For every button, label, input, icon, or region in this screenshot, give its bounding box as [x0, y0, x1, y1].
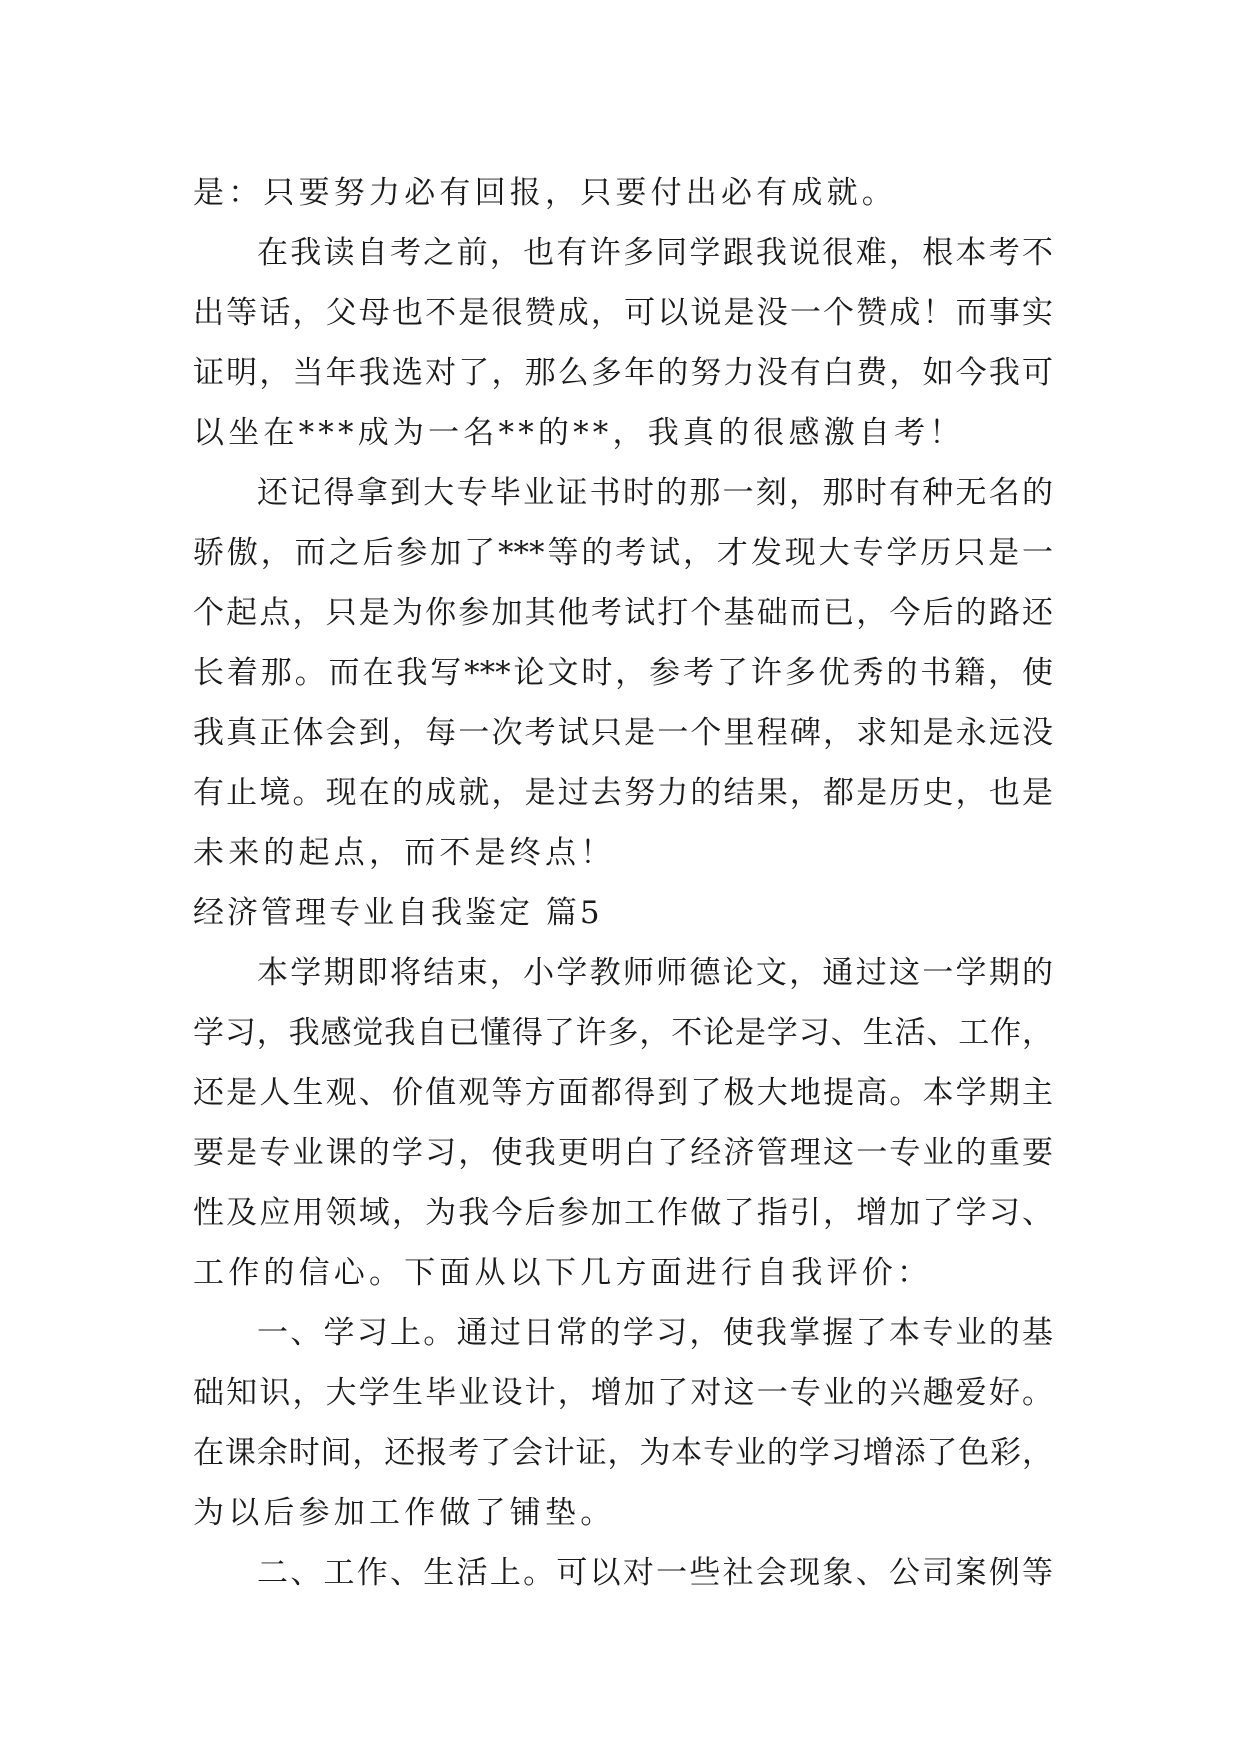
section-heading: 经济管理专业自我鉴定 篇5 — [193, 895, 603, 931]
paragraph-line: 有止境。现在的成就，是过去努力的结果，都是历史，也是 — [193, 775, 1053, 811]
paragraph-line: 在我读自考之前，也有许多同学跟我说很难，根本考不 — [257, 235, 1053, 271]
paragraph-line: 在课余时间，还报考了会计证，为本专业的学习增添了色彩， — [193, 1435, 1053, 1471]
paragraph-line: 要是专业课的学习，使我更明白了经济管理这一专业的重要 — [193, 1135, 1053, 1171]
paragraph-line: 还记得拿到大专毕业证书时的那一刻，那时有种无名的 — [257, 475, 1053, 511]
paragraph-line: 是：只要努力必有回报，只要付出必有成就。 — [193, 175, 897, 211]
paragraph-line: 证明，当年我选对了，那么多年的努力没有白费，如今我可 — [193, 355, 1053, 391]
paragraph-line: 以坐在***成为一名**的**，我真的很感激自考！ — [193, 415, 965, 451]
paragraph-line: 本学期即将结束，小学教师师德论文，通过这一学期的 — [257, 955, 1053, 991]
paragraph-line: 个起点，只是为你参加其他考试打个基础而已，今后的路还 — [193, 595, 1053, 631]
paragraph-line: 一、学习上。通过日常的学习，使我掌握了本专业的基 — [257, 1315, 1053, 1351]
paragraph-line: 长着那。而在我写***论文时，参考了许多优秀的书籍，使 — [193, 655, 1053, 691]
paragraph-line: 学习，我感觉我自已懂得了许多，不论是学习、生活、工作， — [193, 1015, 1053, 1051]
paragraph-line: 骄傲，而之后参加了***等的考试，才发现大专学历只是一 — [193, 535, 1053, 571]
paragraph-line: 还是人生观、价值观等方面都得到了极大地提高。本学期主 — [193, 1075, 1053, 1111]
paragraph-line: 未来的起点，而不是终点！ — [193, 835, 616, 871]
document-page — [193, 163, 1053, 1603]
paragraph-line: 性及应用领域，为我今后参加工作做了指引，增加了学习、 — [193, 1195, 1053, 1231]
paragraph-line: 工作的信心。下面从以下几方面进行自我评价： — [193, 1255, 933, 1291]
paragraph-line: 二、工作、生活上。可以对一些社会现象、公司案例等 — [257, 1555, 1053, 1591]
paragraph-line: 础知识，大学生毕业设计，增加了对这一专业的兴趣爱好。 — [193, 1375, 1053, 1411]
paragraph-line: 为以后参加工作做了铺垫。 — [193, 1495, 616, 1531]
paragraph-line: 我真正体会到，每一次考试只是一个里程碑，求知是永远没 — [193, 715, 1053, 751]
paragraph-line: 出等话，父母也不是很赞成，可以说是没一个赞成！而事实 — [193, 295, 1053, 331]
